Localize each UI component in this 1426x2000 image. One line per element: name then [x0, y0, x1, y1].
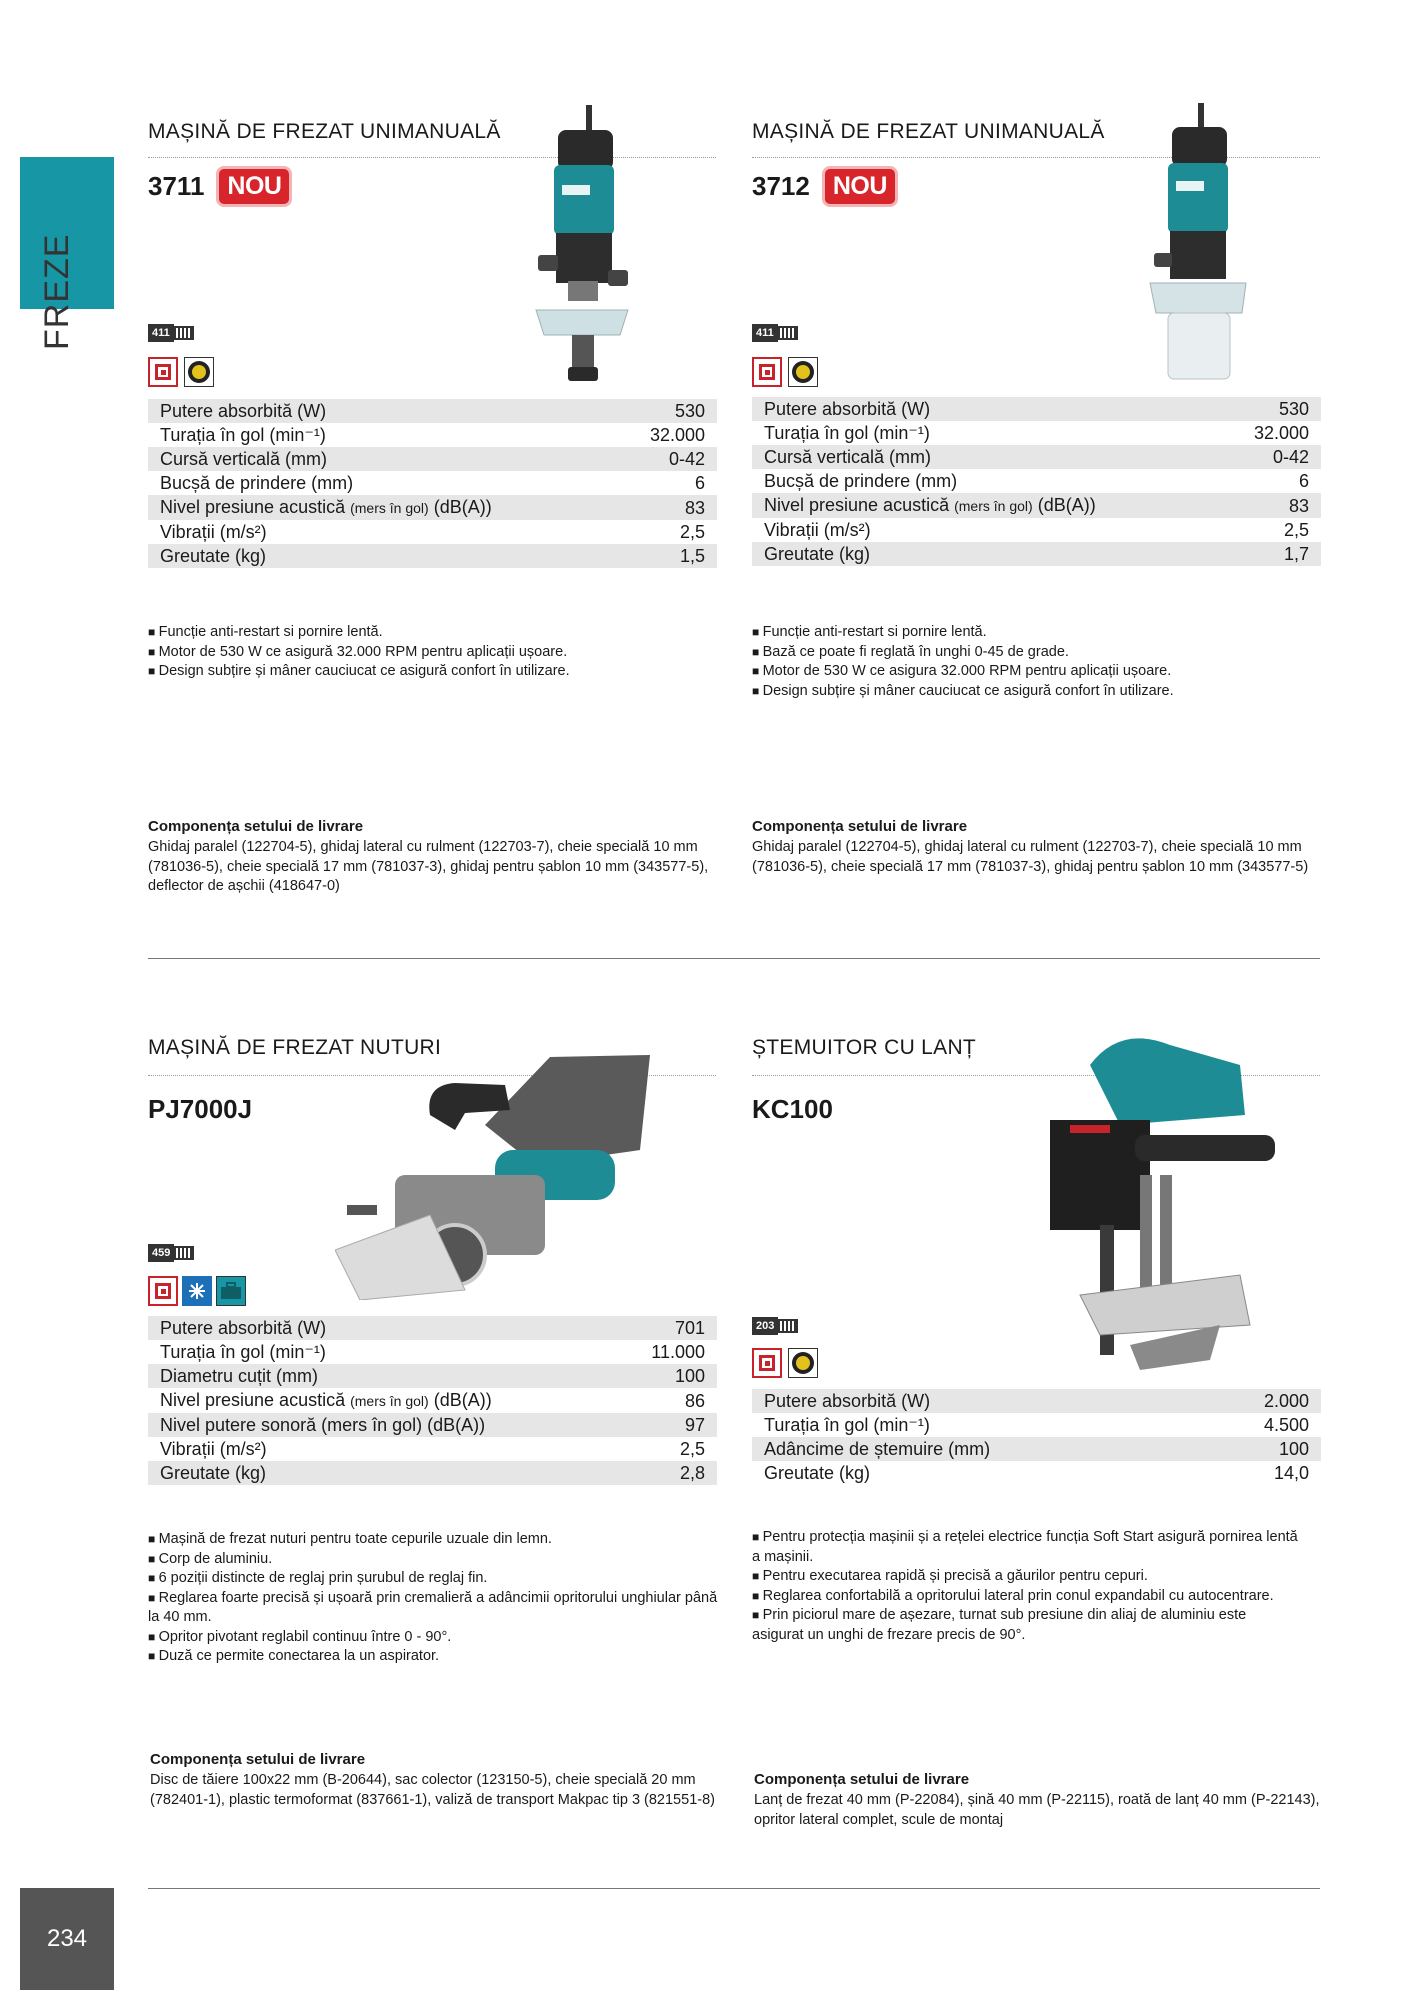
spec-row: Putere absorbită (W) 530	[148, 399, 717, 423]
catalog-page-number: 203	[752, 1317, 778, 1335]
carry-case-icon	[216, 1276, 246, 1306]
bundle-title: Componența setului de livrare	[754, 1771, 970, 1788]
spec-row: Cursă verticală (mm) 0-42	[148, 447, 717, 471]
spec-row: Vibrații (m/s²) 2,5	[160, 1439, 705, 1459]
router-3711-image	[528, 105, 638, 387]
spec-table	[752, 397, 1321, 566]
catalog-reference	[752, 1317, 798, 1335]
catalog-reference	[752, 324, 798, 342]
soft-start-icon	[788, 357, 818, 387]
feature-item: ■ Motor de 530 W ce asigură 32.000 RPM pentru aplicații ușoare.	[148, 643, 718, 663]
feature-item: ■ Opritor pivotant reglabil continuu între 0 - 90°.	[148, 1628, 718, 1648]
double-insulation-icon	[148, 1276, 178, 1306]
double-insulation-icon	[148, 357, 178, 387]
router-3712-image	[1148, 103, 1248, 385]
soft-start-icon	[184, 357, 214, 387]
bundle-title: Componența setului de livrare	[752, 818, 968, 835]
soft-start-icon	[788, 1348, 818, 1378]
footer-separator	[148, 1888, 1320, 1889]
product-model: PJ7000J	[148, 1094, 253, 1124]
feature-list	[752, 1528, 1300, 1645]
biscuit-joiner-image	[335, 1055, 670, 1300]
spec-row: Turația în gol (min⁻¹) 32.000	[160, 425, 705, 445]
new-badge: NOU	[822, 166, 898, 207]
product-model: 3711	[148, 171, 205, 201]
product-category: MAȘINĂ DE FREZAT UNIMANUALĂ	[148, 120, 501, 143]
spec-row: Turația în gol (min⁻¹) 32.000	[764, 423, 1309, 443]
bundle-title: Componența setului de livrare	[150, 1751, 366, 1768]
catalog-page-number: 411	[148, 324, 174, 342]
spec-row: Turația în gol (min⁻¹) 4.500	[764, 1415, 1309, 1435]
feature-list	[752, 623, 1322, 701]
bundle-text: Ghidaj paralel (122704-5), ghidaj lateral cu rulment (122703-7), cheie specială 10 mm (781036-5), cheie specială 17 mm (781037-3), ghidaj pentru șablon 10 mm (343577-5)	[752, 839, 1309, 875]
spec-table	[148, 399, 717, 568]
spec-row: Diametru cuțit (mm) 100	[148, 1364, 717, 1388]
product-category: MAȘINĂ DE FREZAT UNIMANUALĂ	[752, 120, 1105, 143]
catalog-reference	[148, 1244, 194, 1262]
spec-row: Bucșă de prindere (mm) 6	[764, 471, 1309, 491]
spec-row: Nivel presiune acustică (mers în gol) (dB(A)) 83	[148, 495, 717, 520]
spec-row: Vibrații (m/s²) 2,5	[160, 522, 705, 542]
book-icon	[174, 326, 194, 340]
feature-item: ■ Reglarea foarte precisă și ușoară prin cremalieră a adâncimii opritorului unghiular până la 40 mm.	[148, 1589, 718, 1628]
spec-row: Putere absorbită (W) 2.000	[752, 1389, 1321, 1413]
spec-row: Cursă verticală (mm) 0-42	[752, 445, 1321, 469]
feature-item: ■ Prin piciorul mare de așezare, turnat sub presiune din aliaj de aluminiu este asigurat un unghi de frezare precis de 90°.	[752, 1606, 1300, 1645]
section-separator	[148, 958, 1320, 959]
feature-list	[148, 623, 718, 682]
feature-item: ■ Bază ce poate fi reglată în unghi 0-45 de grade.	[752, 643, 1322, 663]
feature-item: ■ Duză ce permite conectarea la un aspirator.	[148, 1647, 718, 1667]
spec-row: Nivel presiune acustică (mers în gol) (dB(A)) 83	[752, 493, 1321, 518]
spec-row: Putere absorbită (W) 701	[148, 1316, 717, 1340]
double-insulation-icon	[752, 357, 782, 387]
double-insulation-icon	[752, 1348, 782, 1378]
book-icon	[174, 1246, 194, 1260]
feature-item: ■ Funcție anti-restart si pornire lentă.	[148, 623, 718, 643]
feature-item: ■ Design subțire și mâner cauciucat ce asigură confort în utilizare.	[752, 682, 1322, 702]
spec-row: Bucșă de prindere (mm) 6	[160, 473, 705, 493]
spec-row: Nivel putere sonoră (mers în gol) (dB(A)) 97	[148, 1413, 717, 1437]
section-label: FREZE	[38, 233, 76, 350]
spec-row: Greutate (kg) 14,0	[764, 1463, 1309, 1483]
feature-item: ■ Reglarea confortabilă a opritorului lateral prin conul expandabil cu autocentrare.	[752, 1587, 1300, 1607]
bundle-text: Disc de tăiere 100x22 mm (B-20644), sac colector (123150-5), cheie specială 20 mm (782401-1), plastic termoformat (837661-1), valiză de transport Makpac tip 3 (821551-8)	[150, 1772, 715, 1808]
product-model: 3712	[752, 171, 810, 201]
product-category: ȘTEMUITOR CU LANȚ	[752, 1036, 977, 1059]
catalog-page-number: 459	[148, 1244, 174, 1262]
page-number: 234	[20, 1888, 114, 1990]
feature-item: ■ Design subțire și mâner cauciucat ce asigură confort în utilizare.	[148, 662, 718, 682]
book-icon	[778, 1319, 798, 1333]
spec-row: Greutate (kg) 2,8	[148, 1461, 717, 1485]
spec-table	[752, 1389, 1321, 1485]
feature-item: ■ 6 poziții distincte de reglaj prin șurubul de reglaj fin.	[148, 1569, 718, 1589]
book-icon	[778, 326, 798, 340]
feature-item: ■ Pentru executarea rapidă și precisă a găurilor pentru cepuri.	[752, 1567, 1300, 1587]
dust-extraction-icon	[182, 1276, 212, 1306]
feature-item: ■ Pentru protecția mașinii și a rețelei electrice funcția Soft Start asigură pornirea lentă a mașinii.	[752, 1528, 1300, 1567]
catalog-page-number: 411	[752, 324, 778, 342]
spec-table	[148, 1316, 717, 1485]
chain-mortiser-image	[1040, 1025, 1285, 1375]
catalog-reference	[148, 324, 194, 342]
product-model: KC100	[752, 1094, 833, 1124]
feature-item: ■ Motor de 530 W ce asigura 32.000 RPM pentru aplicații ușoare.	[752, 662, 1322, 682]
feature-item: ■ Mașină de frezat nuturi pentru toate cepurile uzuale din lemn.	[148, 1530, 718, 1550]
spec-row: Nivel presiune acustică (mers în gol) (dB(A)) 86	[160, 1390, 705, 1411]
feature-item: ■ Funcție anti-restart si pornire lentă.	[752, 623, 1322, 643]
bundle-text: Ghidaj paralel (122704-5), ghidaj lateral cu rulment (122703-7), cheie specială 10 mm (781036-5), cheie specială 17 mm (781037-3), ghidaj pentru șablon 10 mm (343577-5), deflector de așchii (418647-0)	[148, 839, 709, 894]
spec-row: Greutate (kg) 1,7	[752, 542, 1321, 566]
spec-row: Vibrații (m/s²) 2,5	[764, 520, 1309, 540]
bundle-title: Componența setului de livrare	[148, 818, 364, 835]
spec-row: Turația în gol (min⁻¹) 11.000	[160, 1342, 705, 1362]
spec-row: Putere absorbită (W) 530	[752, 397, 1321, 421]
spec-row: Greutate (kg) 1,5	[148, 544, 717, 568]
bundle-text: Lanț de frezat 40 mm (P-22084), șină 40 mm (P-22115), roată de lanț 40 mm (P-22143), opritor lateral complet, scule de montaj	[754, 1792, 1320, 1828]
feature-list	[148, 1530, 718, 1667]
product-category: MAȘINĂ DE FREZAT NUTURI	[148, 1036, 442, 1059]
spec-row: Adâncime de ștemuire (mm) 100	[752, 1437, 1321, 1461]
new-badge: NOU	[216, 166, 292, 207]
feature-item: ■ Corp de aluminiu.	[148, 1550, 718, 1570]
